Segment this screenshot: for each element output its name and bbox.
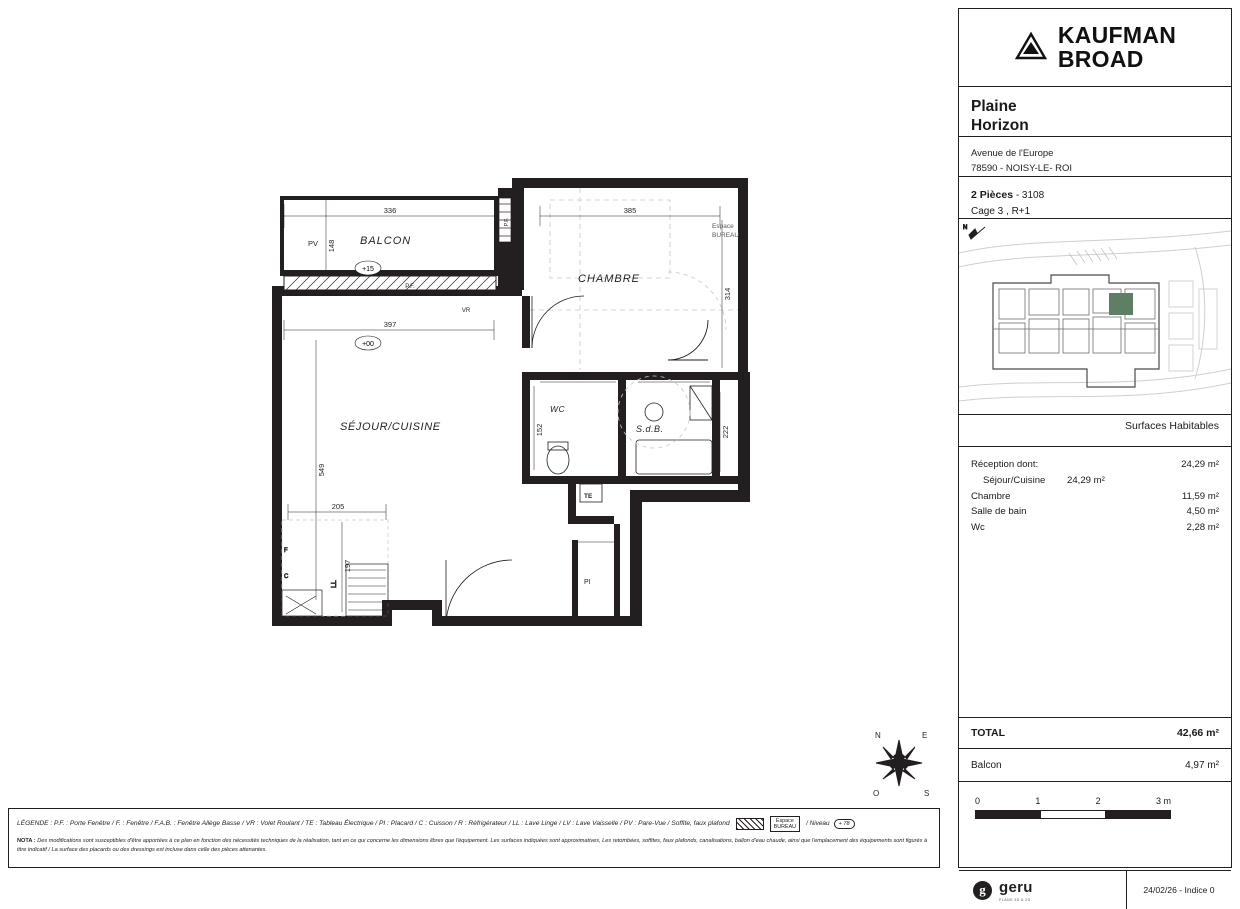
svg-text:VR: VR bbox=[461, 308, 471, 314]
svg-text:549: 549 bbox=[317, 463, 326, 477]
espace-bureau-line1: Espace bbox=[775, 818, 794, 824]
compass-n: N bbox=[875, 731, 881, 740]
surface-label: Wc bbox=[971, 522, 985, 534]
svg-text:Espace: Espace bbox=[712, 223, 734, 230]
lot-type: 2 Pièces bbox=[971, 189, 1014, 201]
svg-text:BALCON: BALCON bbox=[360, 235, 412, 247]
program-line1: Plaine bbox=[971, 98, 1017, 115]
address-block bbox=[959, 137, 1231, 177]
address-street: Avenue de l'Europe bbox=[971, 148, 1054, 159]
svg-text:CHAMBRE: CHAMBRE bbox=[578, 273, 641, 285]
svg-text:205: 205 bbox=[331, 502, 345, 511]
espace-bureau-chip bbox=[770, 816, 800, 832]
svg-text:F: F bbox=[284, 548, 288, 554]
svg-text:PV: PV bbox=[308, 239, 319, 248]
niveau-label: / Niveau bbox=[806, 820, 830, 828]
floor-plan-drawing bbox=[250, 160, 790, 660]
surface-value: 11,59 m² bbox=[1181, 490, 1219, 502]
niveau-value: + 78 bbox=[834, 819, 855, 829]
program-line2: Horizon bbox=[971, 117, 1029, 135]
surface-row bbox=[971, 504, 1219, 520]
total-value: 42,66 m² bbox=[1176, 727, 1219, 739]
brand-name bbox=[1058, 24, 1176, 71]
surface-value: 24,29 m² bbox=[1181, 459, 1219, 470]
kaufman-broad-logo-icon bbox=[1014, 31, 1048, 65]
svg-text:TE: TE bbox=[584, 493, 593, 500]
svg-text:336: 336 bbox=[383, 206, 397, 215]
compass-o: O bbox=[873, 789, 880, 798]
brand-header bbox=[959, 9, 1231, 87]
surface-label: Salle de bain bbox=[971, 506, 1027, 518]
legend-text: LÉGENDE : P.F. : Porte Fenêtre / F. : Fenêtre / F.A.B. : Fenêtre Allège Basse / VR : Volet Roulant / TE : Tableau Électrique / PI : Placard / C : Cuisson / R : Réfrigérateur / LL : Lave Linge / LV : Lave Vaisselle / PV : Pare-Vue / Soffite, faux plafond bbox=[17, 820, 730, 828]
espace-bureau-line2: BUREAU bbox=[773, 824, 797, 831]
brand-line2: BROAD bbox=[1057, 45, 1144, 72]
site-plan-map bbox=[959, 219, 1231, 415]
compass-e: E bbox=[922, 731, 928, 740]
surface-label: Séjour/Cuisine bbox=[983, 474, 1046, 486]
svg-text:222: 222 bbox=[721, 425, 730, 439]
svg-text:S.d.B.: S.d.B. bbox=[636, 424, 664, 434]
lot-cage: Cage 3 , R+1 bbox=[971, 206, 1031, 217]
revision-date: 24/02/26 - Indice 0 bbox=[1126, 871, 1231, 909]
compass-s: S bbox=[924, 789, 930, 798]
nota-label: NOTA : bbox=[17, 838, 36, 845]
scale-tick: 0 bbox=[975, 796, 981, 806]
geru-badge-icon: g bbox=[973, 881, 992, 900]
svg-text:197: 197 bbox=[343, 559, 352, 573]
surface-label: Chambre bbox=[971, 490, 1011, 502]
svg-text:P.F.: P.F. bbox=[405, 284, 415, 290]
address-city: 78590 - NOISY-LE- ROI bbox=[971, 162, 1073, 174]
svg-text:152: 152 bbox=[535, 423, 544, 437]
map-north-label: N bbox=[963, 225, 968, 231]
svg-text:PI: PI bbox=[584, 579, 591, 586]
scale-tick: 1 bbox=[1035, 796, 1041, 806]
panel-footer bbox=[959, 871, 1231, 909]
lot-number: - 3108 bbox=[1015, 190, 1045, 201]
scale-tick: 2 bbox=[1095, 796, 1101, 806]
surfaces-list bbox=[959, 447, 1231, 718]
geru-logo bbox=[959, 871, 1126, 909]
surface-value: 4,50 m² bbox=[1186, 506, 1219, 518]
legend-box bbox=[8, 808, 940, 868]
geru-name: geru bbox=[999, 878, 1033, 896]
svg-text:314: 314 bbox=[723, 287, 732, 301]
svg-text:C: C bbox=[284, 574, 289, 580]
svg-text:+00: +00 bbox=[362, 341, 374, 348]
balcon-label: Balcon bbox=[971, 759, 1002, 771]
svg-text:SÉJOUR/CUISINE: SÉJOUR/CUISINE bbox=[340, 421, 441, 433]
svg-text:WC: WC bbox=[550, 404, 566, 414]
total-row bbox=[959, 718, 1231, 749]
program-title bbox=[959, 87, 1231, 137]
hatch-swatch bbox=[736, 818, 764, 830]
surface-label: Réception dont: bbox=[971, 459, 1039, 470]
svg-text:+15: +15 bbox=[362, 266, 374, 273]
info-panel bbox=[958, 8, 1232, 902]
surface-sub-value: 24,29 m² bbox=[1067, 474, 1105, 486]
lot-block bbox=[959, 177, 1231, 219]
surface-row bbox=[971, 489, 1219, 505]
svg-text:148: 148 bbox=[327, 239, 336, 253]
nota-text: Des modifications sont susceptibles d'être apportées à ce plan en fonction des nécessités techniques de la réalisation, tant en ce qui concerne les dimensions libres que l'équipement. Les surfaces indiquées sont approximatives, Les retombées, soffites, faux plafonds, canalisations, ballon d'eau chaude, ainsi que l'emplacement des équipements sont figurés à titre indicatif / La surface des placards ou des dressings est incluse dans celle des pièces attenantes. bbox=[17, 838, 928, 853]
svg-text:385: 385 bbox=[623, 206, 637, 215]
svg-text:397: 397 bbox=[383, 320, 397, 329]
brand-line1: KAUFMAN bbox=[1057, 22, 1177, 49]
svg-text:150: 150 bbox=[571, 372, 585, 381]
svg-text:LL: LL bbox=[331, 580, 338, 588]
geru-subtitle: PLANS 3D & 2D bbox=[999, 897, 1031, 902]
scale-bar bbox=[975, 810, 1171, 819]
svg-text:217: 217 bbox=[667, 372, 681, 381]
balcon-value: 4,97 m² bbox=[1185, 759, 1219, 771]
balcon-row bbox=[959, 749, 1231, 782]
scale-tick: 3 m bbox=[1155, 796, 1171, 806]
surface-value: 2,28 m² bbox=[1186, 522, 1219, 534]
svg-text:BUREAU: BUREAU bbox=[712, 232, 740, 239]
surface-row bbox=[971, 520, 1219, 536]
surface-row bbox=[971, 473, 1219, 489]
surface-row bbox=[971, 457, 1219, 473]
scale-bar-block bbox=[959, 782, 1231, 871]
compass-rose bbox=[862, 726, 936, 800]
svg-text:P.F.: P.F. bbox=[504, 217, 510, 227]
total-label: TOTAL bbox=[971, 727, 1006, 739]
surfaces-title: Surfaces Habitables bbox=[959, 415, 1231, 447]
